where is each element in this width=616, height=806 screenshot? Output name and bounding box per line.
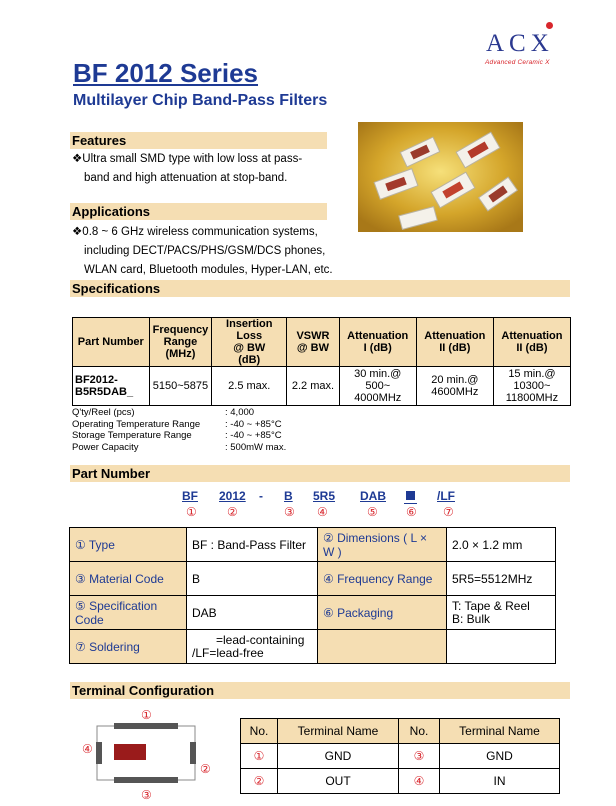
pn-packaging-underline	[404, 503, 417, 504]
pn-code-size: 2012	[219, 489, 246, 503]
spec-extra-label: Operating Temperature Range	[72, 418, 201, 430]
applications-line2: including DECT/PACS/PHS/GSM/DCS phones,	[84, 245, 326, 257]
pt-material-value: B	[187, 562, 318, 596]
pt-frequency-value: 5R5=5512MHz	[447, 562, 556, 596]
spec-data-row	[73, 367, 571, 406]
terminal-table	[240, 718, 560, 794]
pt-packaging-label: ⑥ Packaging	[318, 596, 447, 630]
spec-attenuation-1: 30 min.@ 500~ 4000MHz	[339, 367, 416, 406]
terminal-header-name: Terminal Name	[278, 719, 399, 744]
pt-empty-label	[318, 630, 447, 664]
terminal-name: IN	[440, 769, 560, 794]
spec-extra-label: Power Capacity	[72, 441, 139, 453]
spec-vswr: 2.2 max.	[287, 367, 339, 406]
spec-extra-value: : 4,000	[225, 407, 255, 418]
specifications-heading: Specifications	[72, 281, 161, 296]
spec-header-insertion-loss: Insertion Loss @ BW (dB)	[212, 318, 287, 367]
pt-row	[70, 562, 556, 596]
spec-header-attenuation-1: Attenuation I (dB)	[339, 318, 416, 367]
spec-header-part-number: Part Number	[73, 318, 150, 367]
spec-table	[72, 317, 571, 406]
pt-frequency-label: ④ Frequency Range	[318, 562, 447, 596]
pn-circle-5: ⑤	[367, 505, 378, 519]
terminal-name: OUT	[278, 769, 399, 794]
spec-extra-value: : -40 ~ +85°C	[225, 418, 282, 430]
pt-dim-value: 2.0 × 1.2 mm	[447, 528, 556, 562]
terminal-label-bottom: ③	[141, 788, 152, 802]
spec-extra-values	[225, 407, 286, 453]
pt-spec-value: DAB	[187, 596, 318, 630]
page-title: BF 2012 Series	[73, 58, 259, 88]
spec-extra-value: : 500mW max.	[225, 441, 287, 453]
pn-code-spec: DAB	[360, 489, 386, 503]
pn-circle-2: ②	[227, 505, 238, 519]
pn-circle-7: ⑦	[443, 505, 454, 519]
pt-spec-label: ⑤ Specification Code	[70, 596, 187, 630]
pt-type-value: BF : Band-Pass Filter	[187, 528, 318, 562]
pn-circle-3: ③	[284, 505, 295, 519]
logo-name: ACX	[486, 30, 554, 57]
spec-header-frequency: Frequency Range (MHz)	[149, 318, 212, 367]
pt-row	[70, 630, 556, 664]
terminal-name: GND	[278, 744, 399, 769]
terminal-label-top: ①	[141, 708, 152, 722]
pt-dim-label: ② Dimensions ( L × W )	[318, 528, 447, 562]
logo	[478, 22, 578, 72]
applications-line1: ❖0.8 ~ 6 GHz wireless communication systems,	[72, 226, 318, 238]
terminal-no: ②	[241, 769, 278, 794]
terminal-diagram	[80, 706, 220, 802]
features-line1: ❖Ultra small SMD type with low loss at pass-	[72, 153, 303, 165]
spec-extra-label: Storage Temperature Range	[72, 430, 192, 441]
pt-soldering-value: =lead-containing /LF=lead-free	[187, 630, 318, 664]
pn-circle-1: ①	[186, 505, 197, 519]
part-number-heading: Part Number	[72, 466, 151, 481]
part-number-table	[69, 527, 556, 664]
spec-header-attenuation-2: Attenuation II (dB)	[416, 318, 493, 367]
features-line2: band and high attenuation at stop-band.	[84, 172, 288, 184]
pn-packaging-box	[406, 491, 415, 500]
spec-extra-label: Q'ty/Reel (pcs)	[72, 407, 135, 418]
terminal-label-right: ②	[200, 762, 211, 776]
spec-header-row	[73, 318, 571, 367]
pt-row	[70, 596, 556, 630]
pt-material-label: ③ Material Code	[70, 562, 187, 596]
terminal-no: ④	[399, 769, 440, 794]
applications-heading: Applications	[72, 204, 151, 219]
terminal-no: ①	[241, 744, 278, 769]
terminal-header-no-2: No.	[399, 719, 440, 744]
pt-soldering-label: ⑦ Soldering	[70, 630, 187, 664]
spec-frequency: 5150~5875	[149, 367, 212, 406]
pt-packaging-value: T: Tape & Reel B: Bulk	[447, 596, 556, 630]
pn-code-bf: BF	[182, 489, 198, 503]
applications-line3: WLAN card, Bluetooth modules, Hyper-LAN, etc.	[84, 264, 333, 276]
page-subtitle: Multilayer Chip Band-Pass Filters	[73, 92, 328, 109]
pn-circle-4: ④	[317, 505, 328, 519]
terminal-name: GND	[440, 744, 560, 769]
logo-dot	[546, 22, 553, 29]
terminal-header-row	[241, 719, 560, 744]
terminal-label-left: ④	[82, 742, 93, 756]
logo-tagline: Advanced Ceramic X	[485, 59, 550, 66]
features-heading: Features	[72, 133, 127, 148]
terminal-row	[241, 744, 560, 769]
terminal-header-name-2: Terminal Name	[440, 719, 560, 744]
spec-extra-labels	[72, 407, 200, 453]
pn-code-dash: -	[259, 489, 263, 503]
pn-code-frequency: 5R5	[313, 489, 336, 503]
terminal-row	[241, 769, 560, 794]
pn-code-lf: /LF	[437, 489, 455, 503]
chip-outline	[96, 720, 196, 786]
product-photo	[358, 122, 523, 232]
spec-part-number: BF2012- B5R5DAB_	[73, 367, 150, 406]
pt-empty-value	[447, 630, 556, 664]
spec-insertion-loss: 2.5 max.	[212, 367, 287, 406]
terminal-no: ③	[399, 744, 440, 769]
pt-row	[70, 528, 556, 562]
pt-type-label: ① Type	[70, 528, 187, 562]
spec-extra-value: : -40 ~ +85°C	[225, 430, 282, 441]
spec-attenuation-2: 20 min.@ 4600MHz	[416, 367, 493, 406]
spec-header-attenuation-3: Attenuation II (dB)	[493, 318, 570, 367]
spec-attenuation-3: 15 min.@ 10300~ 11800MHz	[493, 367, 570, 406]
terminal-heading: Terminal Configuration	[72, 683, 215, 698]
spec-header-vswr: VSWR @ BW	[287, 318, 339, 367]
terminal-header-no: No.	[241, 719, 278, 744]
pn-code-material: B	[284, 489, 293, 503]
pn-circle-6: ⑥	[406, 505, 417, 519]
